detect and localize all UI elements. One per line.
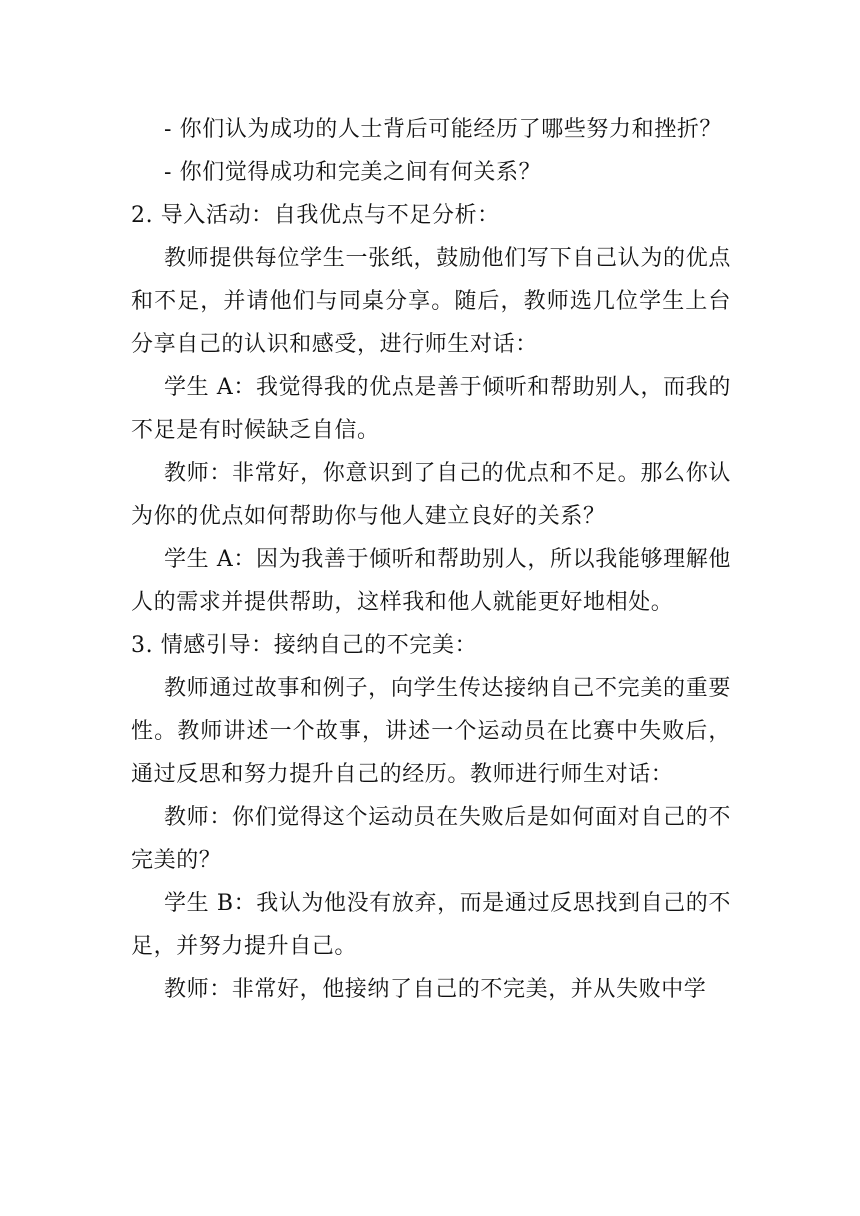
dialogue-student-b: 学生 B：我认为他没有放弃，而是通过反思找到自己的不足，并努力提升自己。 — [131, 891, 731, 959]
dialogue-teacher-2: 教师：你们觉得这个运动员在失败后是如何面对自己的不完美的？ — [131, 805, 731, 873]
document-body — [131, 108, 731, 1011]
body-paragraph: 教师通过故事和例子，向学生传达接纳自己不完美的重要性。教师讲述一个故事，讲述一个运动员在比赛中失败后，通过反思和努力提升自己的经历。教师进行师生对话： — [131, 676, 731, 787]
body-paragraph: 教师提供每位学生一张纸，鼓励他们写下自己认为的优点和不足，并请他们与同桌分享。随后，教师选几位学生上台分享自己的认识和感受，进行师生对话： — [131, 246, 731, 357]
dialogue-student-a-1: 学生 A：我觉得我的优点是善于倾听和帮助别人，而我的不足是有时候缺乏自信。 — [131, 375, 731, 443]
dialogue-teacher-1: 教师：非常好，你意识到了自己的优点和不足。那么你认为你的优点如何帮助你与他人建立良好的关系？ — [131, 461, 731, 529]
dialogue-teacher-3: 教师：非常好，他接纳了自己的不完美，并从失败中学 — [164, 977, 707, 1002]
question-item-1: - 你们认为成功的人士背后可能经历了哪些努力和挫折？ — [164, 117, 723, 142]
question-item-2: - 你们觉得成功和完美之间有何关系？ — [164, 160, 542, 185]
dialogue-student-a-2: 学生 A：因为我善于倾听和帮助别人，所以我能够理解他人的需求并提供帮助，这样我和他人就能更好地相处。 — [131, 547, 731, 615]
section-heading-2: 2. 导入活动：自我优点与不足分析： — [131, 203, 500, 228]
section-heading-3: 3. 情感引导：接纳自己的不完美： — [131, 633, 478, 658]
